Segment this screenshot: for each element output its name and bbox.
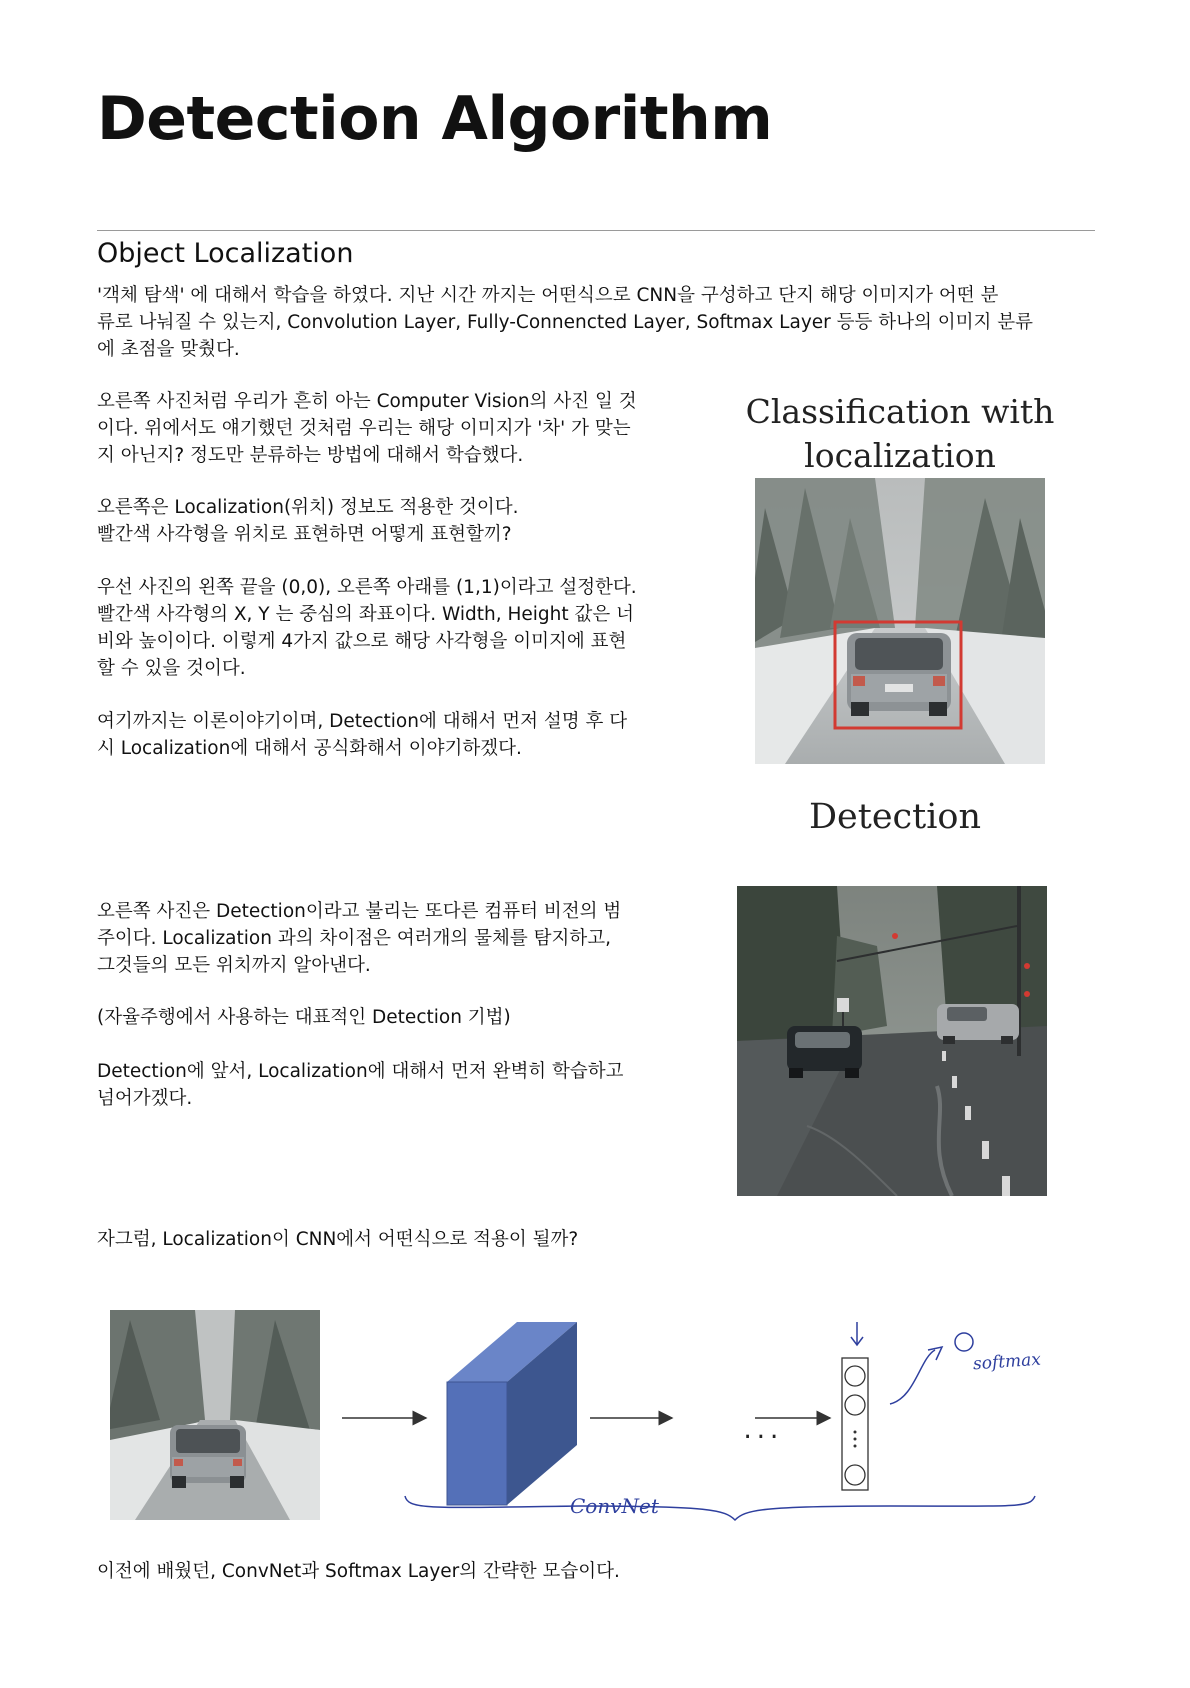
paragraph-localization-info bbox=[97, 494, 518, 548]
intro-line: 류로 나눠질 수 있는지, Convolution Layer, Fully-Connencted Layer, Softmax Layer 등등 하나의 이미지 분류 bbox=[97, 312, 1033, 333]
page-title: Detection Algorithm bbox=[97, 84, 773, 154]
paragraph-line: 오른쪽 사진은 Detection이라고 불리는 또다른 컴퓨터 비전의 범 bbox=[97, 901, 622, 922]
snowy-car-input-image bbox=[110, 1310, 320, 1520]
paragraph-computer-vision bbox=[97, 388, 637, 469]
paragraph-line: 이전에 배웠던, ConvNet과 Softmax Layer의 간략한 모습이다. bbox=[97, 1561, 620, 1582]
paragraph-line: (자율주행에서 사용하는 대표적인 Detection 기법) bbox=[97, 1007, 511, 1028]
paragraph-line: 넘어가겠다. bbox=[97, 1088, 193, 1109]
paragraph-theory bbox=[97, 708, 627, 762]
snowy-car-localization-image bbox=[755, 478, 1045, 764]
paragraph-line: 할 수 있을 것이다. bbox=[97, 658, 246, 679]
paragraph-coordinates bbox=[97, 574, 637, 682]
paragraph-line: 주이다. Localization 과의 차이점은 여러개의 물체를 탐지하고, bbox=[97, 928, 612, 949]
paragraph-line: 빨간색 사각형을 위치로 표현하면 어떻게 표현할끼? bbox=[97, 524, 512, 545]
intro-paragraph bbox=[97, 282, 1033, 363]
paragraph-autonomous bbox=[97, 1004, 511, 1031]
paragraph-line: 시 Localization에 대해서 공식화해서 이야기하겠다. bbox=[97, 738, 522, 759]
paragraph-line: 지 아닌지? 정도만 분류하는 방법에 대해서 학습했다. bbox=[97, 445, 524, 466]
street-detection-image bbox=[737, 886, 1047, 1196]
section-divider bbox=[97, 230, 1095, 231]
intro-line: '객체 탐색' 에 대해서 학습을 하였다. 지난 시간 까지는 어떤식으로 CNN을 구성하고 단지 해당 이미지가 어떤 분 bbox=[97, 285, 999, 306]
figure-title-line: Classification with bbox=[745, 392, 1055, 431]
paragraph-line: Detection에 앞서, Localization에 대해서 먼저 완벽히 학습하고 bbox=[97, 1061, 624, 1082]
paragraph-line: 오른쪽 사진처럼 우리가 흔히 아는 Computer Vision의 사진 일 것 bbox=[97, 391, 637, 412]
convnet-handwritten-label: ConvNet bbox=[570, 1494, 659, 1518]
figure-classification-title bbox=[700, 390, 1100, 478]
softmax-handwritten-label: softmax bbox=[972, 1349, 1042, 1375]
paragraph-line: 오른쪽은 Localization(위치) 정보도 적용한 것이다. bbox=[97, 497, 519, 518]
paragraph-line: 이다. 위에서도 얘기했던 것처럼 우리는 해당 이미지가 '차' 가 맞는 bbox=[97, 418, 631, 439]
paragraph-line: 우선 사진의 왼쪽 끝을 (0,0), 오른쪽 아래를 (1,1)이라고 설정한다. bbox=[97, 577, 637, 598]
paragraph-convnet-summary bbox=[97, 1558, 620, 1585]
paragraph-before-detection bbox=[97, 1058, 624, 1112]
paragraph-detection bbox=[97, 898, 621, 979]
intro-line: 에 초점을 맞췄다. bbox=[97, 339, 240, 360]
paragraph-line: 빨간색 사각형의 X, Y 는 중심의 좌표이다. Width, Height 값은 너 bbox=[97, 604, 635, 625]
paragraph-line: 그것들의 모든 위치까지 알아낸다. bbox=[97, 955, 371, 976]
ellipsis-dots: ··· bbox=[741, 1425, 781, 1450]
figure-title-line: localization bbox=[804, 436, 996, 475]
paragraph-line: 비와 높이이다. 이렇게 4가지 값으로 해당 사각형을 이미지에 표현 bbox=[97, 631, 627, 652]
paragraph-line: 자그럼, Localization이 CNN에서 어떤식으로 적용이 될까? bbox=[97, 1229, 579, 1250]
figure-detection-title: Detection bbox=[808, 797, 982, 837]
paragraph-cnn-question bbox=[97, 1226, 578, 1253]
paragraph-line: 여기까지는 이론이야기이며, Detection에 대해서 먼저 설명 후 다 bbox=[97, 711, 628, 732]
cube-front-face bbox=[447, 1382, 507, 1505]
section-heading: Object Localization bbox=[97, 238, 354, 269]
convnet-diagram bbox=[330, 1320, 1090, 1540]
